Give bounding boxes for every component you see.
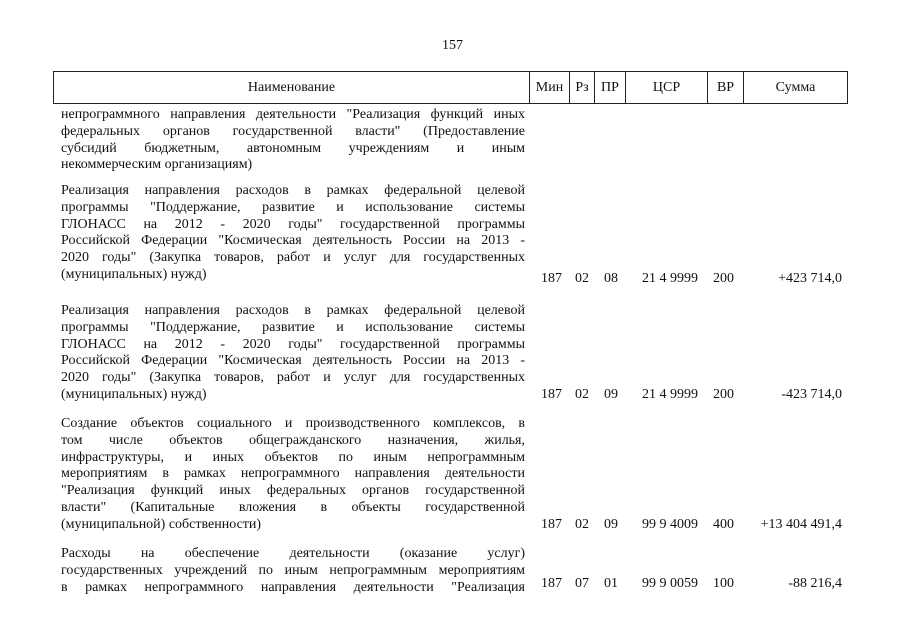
- cell-pr: 09: [604, 387, 618, 402]
- cell-vr: 200: [713, 271, 734, 286]
- description-line: инфраструктуры, и иных объектов по иным непрограммным: [61, 449, 525, 465]
- description-line: Российской Федерации "Космическая деятельность России на 2013 -: [61, 353, 525, 369]
- header-min: Мин: [530, 72, 570, 103]
- cell-csr: 99 9 4009: [642, 517, 698, 532]
- description-line: в рамках непрограммного направления деятельности "Реализация: [61, 579, 525, 595]
- cell-rz: 02: [575, 387, 589, 402]
- cell-vr: 200: [713, 387, 734, 402]
- description-line: Создание объектов социального и производственного комплексов, в: [61, 416, 525, 431]
- description-line: власти" (Капитальные вложения в объекты государственной: [61, 499, 525, 515]
- cell-rz: 02: [575, 271, 589, 286]
- description-line: ГЛОНАСС на 2012 - 2020 годы" государственной программы: [61, 216, 525, 232]
- cell-sum: +13 404 491,4: [760, 517, 842, 532]
- header-csr: ЦСР: [626, 72, 708, 103]
- description-line: "Реализация функций иных федеральных органов государственной: [61, 483, 525, 499]
- description-line: программы "Поддержание, развитие и использование системы: [61, 199, 525, 215]
- cell-csr: 99 9 0059: [642, 576, 698, 591]
- cell-csr: 21 4 9999: [642, 387, 698, 402]
- description-line: Реализация направления расходов в рамках федеральной целевой: [61, 183, 525, 198]
- description-line: Российской Федерации "Космическая деятельность России на 2013 -: [61, 233, 525, 249]
- cell-rz: 07: [575, 576, 589, 591]
- cell-min: 187: [541, 271, 562, 286]
- cell-pr: 09: [604, 517, 618, 532]
- cell-pr: 08: [604, 271, 618, 286]
- cell-csr: 21 4 9999: [642, 271, 698, 286]
- description-line: 2020 годы" (Закупка товаров, работ и услуг для государственных: [61, 370, 525, 386]
- description-line: Реализация направления расходов в рамках федеральной целевой: [61, 303, 525, 318]
- description-line: ГЛОНАСС на 2012 - 2020 годы" государственной программы: [61, 336, 525, 352]
- description-line: программы "Поддержание, развитие и использование системы: [61, 319, 525, 335]
- header-vr: ВР: [708, 72, 744, 103]
- description-line: 2020 годы" (Закупка товаров, работ и услуг для государственных: [61, 250, 525, 266]
- cell-pr: 01: [604, 576, 618, 591]
- description-line: (муниципальной) собственности): [61, 516, 262, 532]
- row-description: [61, 416, 525, 534]
- description-line: непрограммного направления деятельности "Реализация функций иных: [61, 107, 525, 122]
- row-description: [61, 183, 525, 284]
- cell-min: 187: [541, 517, 562, 532]
- description-line: Расходы на обеспечение деятельности (оказание услуг): [61, 546, 525, 561]
- cell-vr: 400: [713, 517, 734, 532]
- description-line: (муниципальных) нужд): [61, 386, 207, 402]
- description-line: (муниципальных) нужд): [61, 266, 207, 282]
- description-line: государственных учреждений по иным непрограммным мероприятиям: [61, 562, 525, 578]
- cell-sum: -88 216,4: [788, 576, 842, 591]
- header-rz: Рз: [570, 72, 595, 103]
- description-line: мероприятиям в рамках непрограммного направления деятельности: [61, 466, 525, 482]
- cell-sum: -423 714,0: [781, 387, 842, 402]
- header-pr: ПР: [595, 72, 626, 103]
- cell-rz: 02: [575, 517, 589, 532]
- header-sum: Сумма: [775, 80, 816, 95]
- table-header: [53, 71, 848, 104]
- description-line: субсидий бюджетным, автономным учреждениям и иным: [61, 140, 525, 156]
- description-line: том числе объектов общегражданского назначения, жилья,: [61, 432, 525, 448]
- cell-min: 187: [541, 576, 562, 591]
- row-description: [61, 546, 525, 596]
- page-number: 157: [442, 38, 463, 53]
- description-line: федеральных органов государственной власти" (Предоставление: [61, 123, 525, 139]
- row-description: [61, 107, 525, 174]
- cell-min: 187: [541, 387, 562, 402]
- header-name: Наименование: [54, 72, 530, 103]
- cell-sum: +423 714,0: [778, 271, 842, 286]
- row-description: [61, 303, 525, 404]
- description-line: некоммерческим организациям): [61, 157, 253, 173]
- cell-vr: 100: [713, 576, 734, 591]
